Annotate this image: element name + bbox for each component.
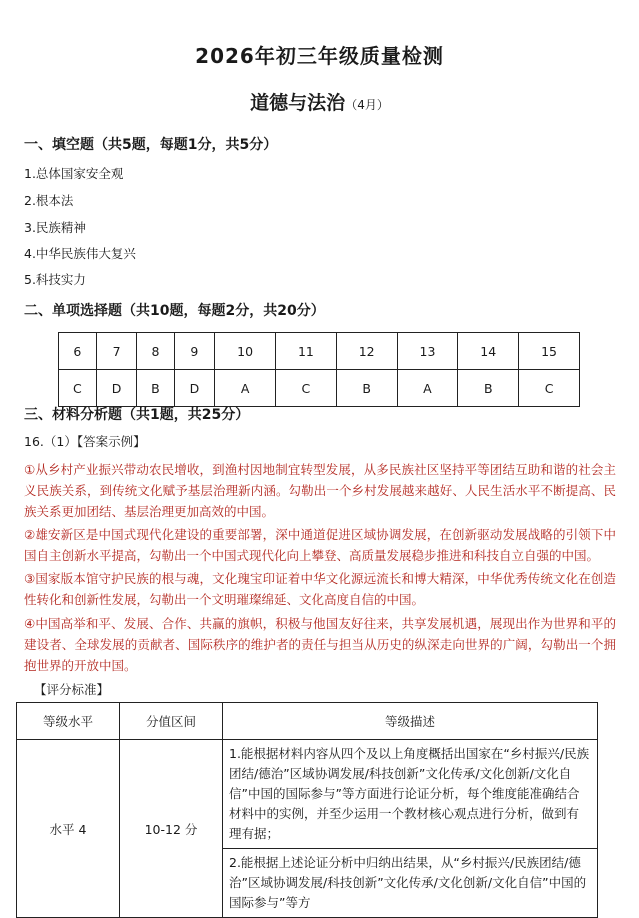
question-number: 15 — [519, 333, 580, 370]
header-level: 等级水平 — [17, 703, 120, 740]
section1-heading-text: 一、填空题 — [24, 137, 94, 153]
grading-row — [17, 740, 598, 849]
fill-answer: 4.中华民族伟大复兴 — [24, 246, 136, 261]
question-number: 13 — [397, 333, 458, 370]
question-number: 11 — [276, 333, 337, 370]
choice-answer: A — [215, 370, 276, 407]
header-description: 等级描述 — [223, 703, 598, 740]
question-number-row — [59, 333, 580, 370]
question-number: 12 — [336, 333, 397, 370]
section2-heading — [24, 300, 325, 320]
choice-answer: D — [174, 370, 215, 407]
document-title: 2026年初三年级质量检测 — [195, 44, 444, 68]
subject-title — [0, 88, 639, 115]
grade-level: 水平 4 — [17, 740, 120, 918]
answer-row — [59, 370, 580, 407]
grade-description: 2.能根据上述论证分析中归纳出结果，从“乡村振兴/民族团结/德治”区域协调发展/科技创新”文化传承/文化创新/文化自信”中国的国际参与”等方 — [223, 849, 598, 918]
header-range: 分值区间 — [120, 703, 223, 740]
subject-name: 道德与法治 — [250, 92, 346, 114]
answer-example: ④中国高举和平、发展、合作、共赢的旗帜，积极与他国友好往来，共享发展机遇，展现出作为世界和平的建设者、全球发展的贡献者、国际秩序的维护者的责任与担当从历史的纵深走向世界的广阔，勾勒出一个拥抱世界的开放中国。 — [24, 616, 616, 673]
choice-answer: C — [519, 370, 580, 407]
choice-answer: B — [137, 370, 174, 407]
question-16-label: 16.（1）【答案示例】 — [24, 434, 146, 449]
answer-example: ③国家版本馆守护民族的根与魂，文化瑰宝印证着中华文化源远流长和博大精深，中华优秀传统文化在创造性转化和创新性发展，勾勒出一个文明璀璨绵延、文化高度自信的中国。 — [24, 571, 616, 607]
grading-header-row — [17, 703, 598, 740]
question-number: 10 — [215, 333, 276, 370]
section3-heading-text: 三、材料分析题 — [24, 407, 122, 423]
choice-answer: C — [59, 370, 97, 407]
grading-table — [16, 702, 598, 918]
fill-answer: 1.总体国家安全观 — [24, 166, 124, 181]
choice-answer: C — [276, 370, 337, 407]
question-number: 7 — [96, 333, 137, 370]
question-number: 9 — [174, 333, 215, 370]
scoring-criteria-title: 【评分标准】 — [34, 682, 110, 697]
section1-heading — [24, 134, 277, 154]
choice-answer: D — [96, 370, 137, 407]
score-range: 10-12 分 — [120, 740, 223, 918]
choice-answer: B — [458, 370, 519, 407]
fill-answer: 2.根本法 — [24, 193, 74, 208]
subject-month: （4月） — [345, 98, 389, 112]
section1-note: （共5题，每题1分，共5分） — [94, 137, 278, 153]
answer-example: ①从乡村产业振兴带动农民增收，到渔村因地制宜转型发展，从多民族社区坚持平等团结互助和谐的社会主义民族关系，到传统文化赋予基层治理新内涵。勾勒出一个乡村发展越来越好、人民生活水平不断提高、民族关系更加团结、基层治理更加高效的中国。 — [24, 462, 616, 519]
section3-heading — [24, 404, 249, 424]
question-number: 8 — [137, 333, 174, 370]
section3-note: （共1题，共25分） — [122, 407, 250, 423]
section2-note: （共10题，每题2分，共20分） — [122, 303, 325, 319]
grade-description: 1.能根据材料内容从四个及以上角度概括出国家在“乡村振兴/民族团结/德治”区域协调发展/科技创新”文化传承/文化创新/文化自信”中国的国际参与”等方面进行论证分析，每个维度能准确结合材料中的实例，并至少运用一个教材核心观点进行分析，做到有理有据； — [223, 740, 598, 849]
choice-answer: A — [397, 370, 458, 407]
fill-answer: 5.科技实力 — [24, 272, 86, 287]
fill-answer: 3.民族精神 — [24, 220, 86, 235]
section2-heading-text: 二、单项选择题 — [24, 303, 122, 319]
question-number: 6 — [59, 333, 97, 370]
answer-example: ②雄安新区是中国式现代化建设的重要部署，深中通道促进区域协调发展，在创新驱动发展战略的引领下中国自主创新水平提高，勾勒出一个中国式现代化向上攀登、高质量发展稳步推进和科技自立自强的中国。 — [24, 527, 616, 563]
question-number: 14 — [458, 333, 519, 370]
choice-answer-table — [58, 332, 580, 407]
choice-answer: B — [336, 370, 397, 407]
